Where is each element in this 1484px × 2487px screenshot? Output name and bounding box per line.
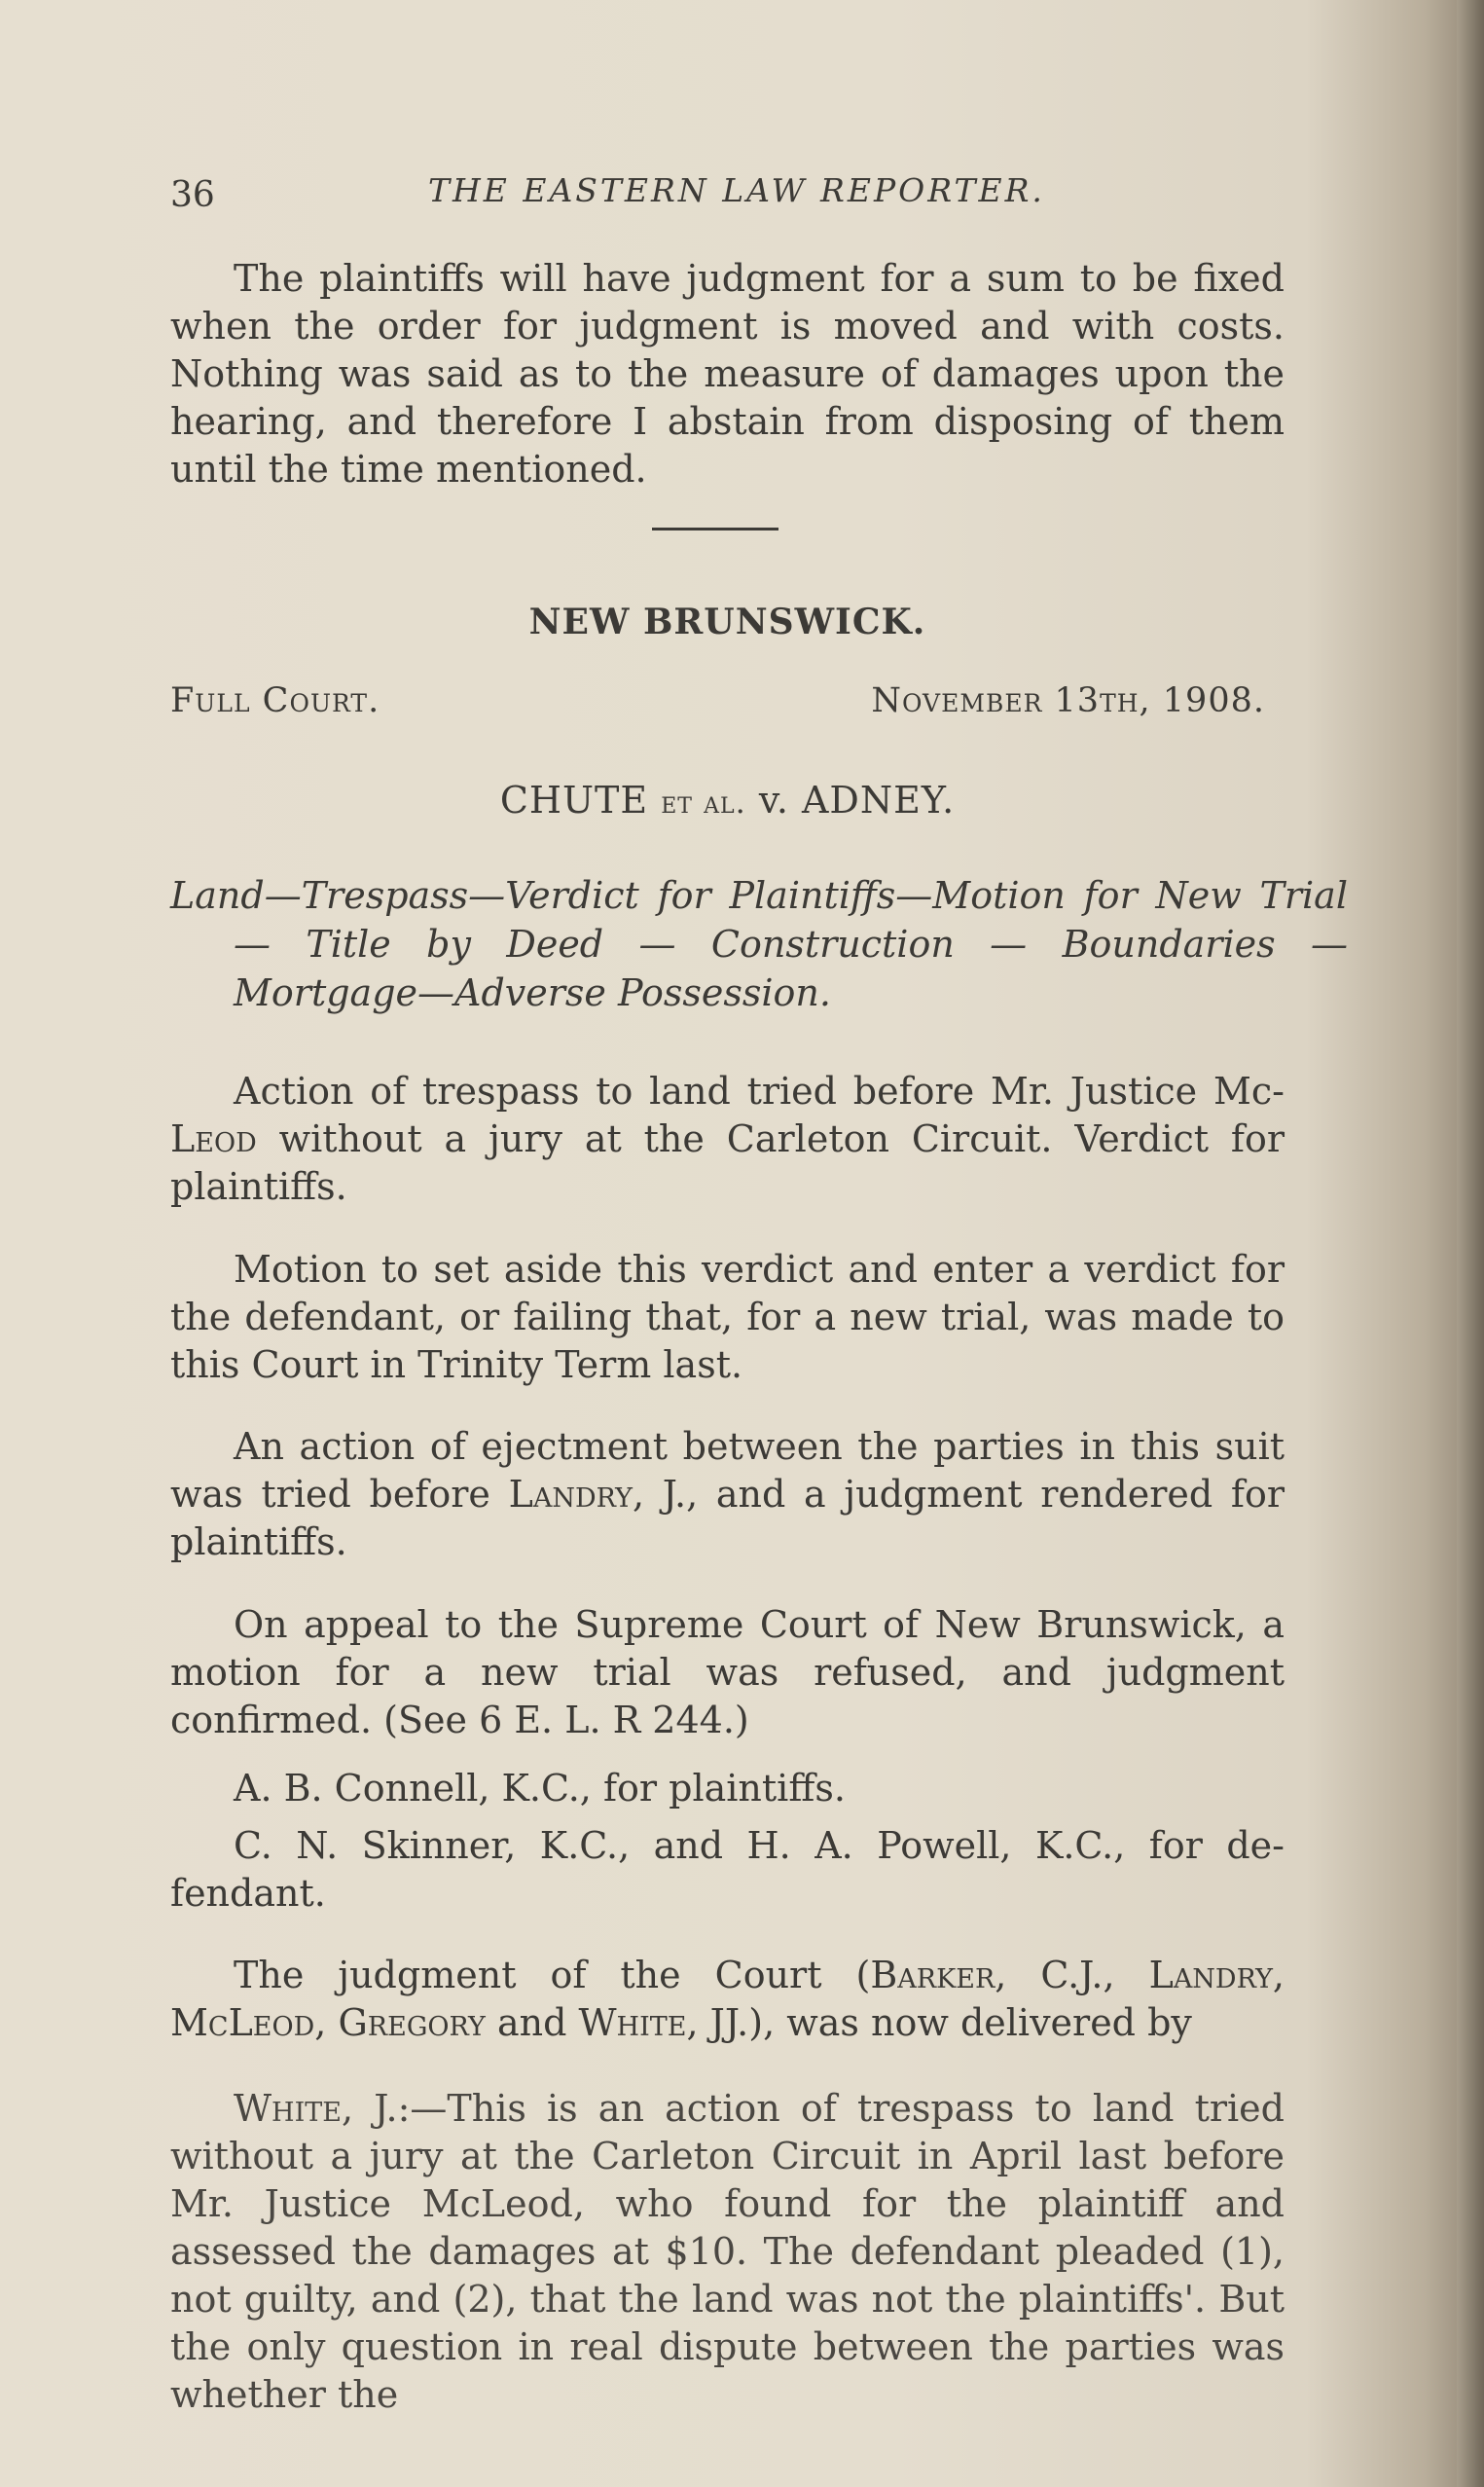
paragraph-judgment-costs: The plaintiffs will have judgment for a sum to be fixed when the order for judgment is moved and with costs. Nothing was said as to the measure of damages upon the hearing, and therefore I abstain from disposing of them until the time mentioned. <box>170 257 1285 491</box>
p4-text-c: , and a judgment rendered for plaintiffs. <box>170 1473 1285 1563</box>
case-title-et-al: et al. <box>661 784 746 821</box>
section-heading: NEW BRUNSWICK. <box>528 602 926 642</box>
running-head: THE EASTERN LAW REPORTER. <box>428 171 1045 209</box>
paragraph-motion: Motion to set aside this verdict and enter a verdict for the defendant, or failing that, for a new trial, was made to this Court in Trinity Term last. <box>170 1248 1285 1386</box>
paragraph-appeal: On appeal to the Supreme Court of New Brunswick, a motion for a new trial was refused, and judgment confirmed. (See 6 E. L. R 244.) <box>170 1603 1285 1741</box>
book-spine-shadow <box>1457 0 1484 2487</box>
p2-text-c: without a jury at the Carleton Circuit. Verdict for plaintiffs. <box>170 1117 1285 1208</box>
case-title-plaintiff: CHUTE <box>499 779 662 822</box>
headnote: Land—Trespass—Verdict for Plaintiffs—Motion for New Trial — Title by Deed — Construction — Boundaries — Mortgage—Adverse Possession. <box>170 874 1348 1014</box>
p8-text-e: ), was now delivered by <box>748 2001 1192 2044</box>
p9-white: White, J. <box>234 2087 398 2130</box>
p8-judges: Barker, C.J., Landry, McLeod, Gregory <box>170 1954 1285 2044</box>
p2-leod: Leod <box>170 1117 257 1160</box>
p2-text-a: Action of trespass to land tried before Mr. Justice Mc- <box>234 1070 1285 1113</box>
paragraph-counsel-defendant: C. N. Skinner, K.C., and H. A. Powell, K.C., for de-fendant. <box>170 1824 1285 1915</box>
decision-date: November 13th, 1908. <box>871 681 1265 720</box>
paragraph-counsel-plaintiffs: A. B. Connell, K.C., for plaintiffs. <box>234 1767 846 1810</box>
case-title-defendant: v. ADNEY. <box>745 779 956 822</box>
page-header <box>170 167 1285 226</box>
case-title <box>170 779 1285 822</box>
page-number: 36 <box>170 175 215 215</box>
paragraph-judgment-of-court <box>170 1952 1285 2047</box>
p4-text-a: An action of ejectment between the parties in this suit was tried before <box>170 1425 1285 1516</box>
court-name: Full Court. <box>170 681 380 720</box>
section-divider <box>652 528 778 530</box>
paragraph-ejectment <box>170 1423 1285 1566</box>
p8-text-a: The judgment of the Court ( <box>234 1954 871 1996</box>
paragraph-white-opinion <box>170 2085 1285 2419</box>
p9-text: :—This is an action of trespass to land tried without a jury at the Carleton Circuit in April last before Mr. Justice McLeod, who found for the plaintiff and assessed the damages at $10. The defendant pleaded (1), not guilty, and (2), that the land was not the plaintiffs'. But the only question in real dispute between the parties was whether the <box>170 2087 1285 2416</box>
p8-white: White, JJ. <box>578 2001 749 2044</box>
p8-text-c: and <box>485 2001 579 2044</box>
paragraph-action-of-trespass <box>170 1068 1285 1211</box>
p4-landry: Landry, J. <box>508 1473 687 1516</box>
